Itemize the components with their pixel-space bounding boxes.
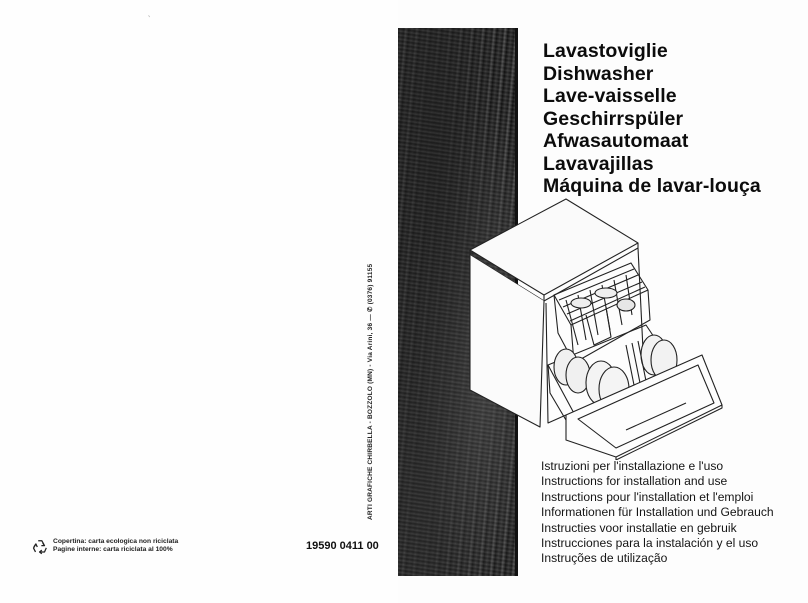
instructions-portuguese: Instruções de utilização: [541, 551, 668, 566]
product-title-list: [543, 40, 761, 198]
recycle-icon: [31, 538, 49, 556]
printer-imprint: ARTI GRAFICHE CHIRBELLA - BOZZOLO (MN) - Via Arini, 36 — ✆ (0376) 91155: [367, 263, 374, 520]
instructions-dutch: Instructies voor installatie en gebruik: [541, 520, 737, 535]
title-portuguese: Máquina de lavar-louça: [543, 175, 761, 197]
paper-note-cover: Copertina: carta ecologica non riciclata: [53, 538, 179, 545]
instructions-spanish: Instrucciones para la instalación y el uso: [541, 536, 759, 551]
title-english: Dishwasher: [543, 62, 654, 85]
dishwasher-illustration: [466, 195, 726, 460]
instructions-german: Informationen für Installation und Gebrauch: [541, 505, 774, 520]
title-italian: Lavastoviglie: [543, 40, 668, 62]
document-code: 19590 0411 00: [306, 540, 379, 552]
instructions-english: Instructions for installation and use: [541, 474, 728, 489]
instructions-list: [541, 459, 774, 567]
title-dutch: Afwasautomaat: [543, 130, 689, 152]
title-german: Geschirrspüler: [543, 107, 684, 130]
instructions-italian: Istruzioni per l'installazione e l'uso: [541, 459, 724, 473]
instructions-french: Instructions pour l'installation et l'emploi: [541, 489, 754, 504]
back-cover-page: [0, 0, 398, 603]
paper-note-inner: Pagine interne: carta riciclata al 100%: [53, 546, 173, 554]
scan-speck: ‵: [148, 14, 151, 24]
title-french: Lave-vaisselle: [543, 85, 677, 107]
title-spanish: Lavavajillas: [543, 152, 654, 175]
paper-note: [53, 538, 178, 555]
